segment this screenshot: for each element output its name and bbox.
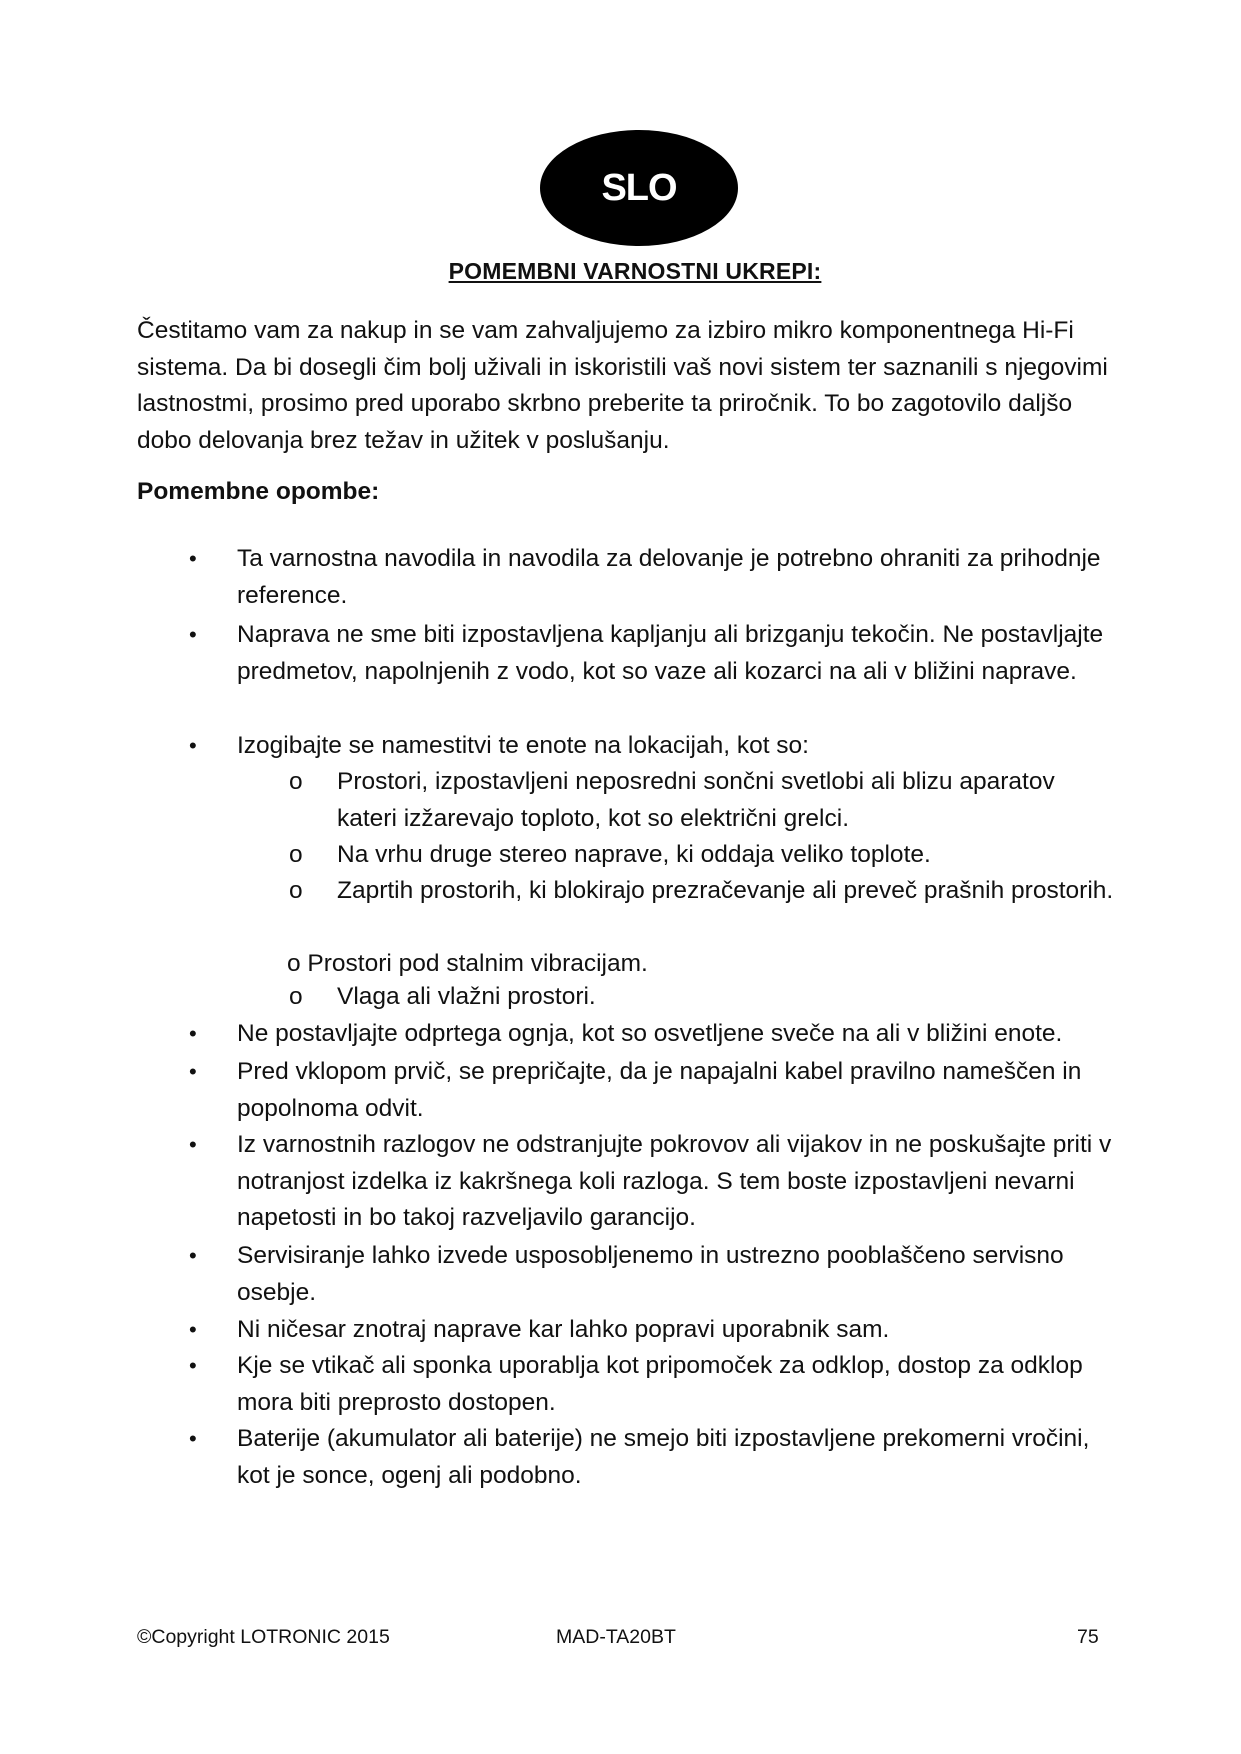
list-item xyxy=(189,1421,1117,1494)
list-item xyxy=(189,1127,1117,1237)
sub-list-item xyxy=(289,837,1117,874)
bullet-marker: • xyxy=(189,1132,197,1157)
list-item xyxy=(189,1238,1117,1311)
list-item-text: Baterije (akumulator ali baterije) ne smejo biti izpostavljene prekomerni vročini, kot je sonce, ogenj ali podobno. xyxy=(237,1425,1090,1489)
list-item-text: Naprava ne sme biti izpostavljena kapljanju ali brizganju tekočin. Ne postavljajte predmetov, napolnjenih z vodo, kot so vaze ali kozarci na ali v bližini naprave. xyxy=(237,621,1104,685)
list-item-text: Iz varnostnih razlogov ne odstranjujte pokrovov ali vijakov in ne poskušajte priti v notranjost izdelka iz kakršnega koli razloga. S tem boste izpostavljeni nevarni napetosti in bo takoj razveljavilo garancijo. xyxy=(237,1131,1112,1231)
sub-list-item xyxy=(287,946,1087,983)
notes-heading: Pomembne opombe: xyxy=(137,478,380,505)
sub-list-item-text: Prostori, izpostavljeni neposredni sončni svetlobi ali blizu aparatov kateri izžarevajo toploto, kot so električni grelci. xyxy=(337,768,1055,832)
list-item-text: Ne postavljajte odprtega ognja, kot so osvetljene sveče na ali v bližini enote. xyxy=(237,1020,1063,1047)
sub-marker: o xyxy=(289,768,303,795)
list-item-text: Ta varnostna navodila in navodila za delovanje je potrebno ohraniti za prihodnje reference. xyxy=(237,545,1101,609)
bullet-marker: • xyxy=(189,1059,197,1084)
list-item-text: Servisiranje lahko izvede usposobljenemo in ustrezno pooblaščeno servisno osebje. xyxy=(237,1242,1064,1306)
list-item-text: Pred vklopom prvič, se prepričajte, da je napajalni kabel pravilno nameščen in popolnoma odvit. xyxy=(237,1058,1082,1122)
list-item xyxy=(189,728,1117,765)
list-item-text: Ni ničesar znotraj naprave kar lahko popravi uporabnik sam. xyxy=(237,1316,890,1343)
list-item xyxy=(189,617,1117,690)
sub-list-item xyxy=(289,979,1117,1016)
sub-list-item xyxy=(289,764,1117,837)
bullet-marker: • xyxy=(189,1317,197,1342)
footer-copyright: ©Copyright LOTRONIC 2015 xyxy=(137,1626,390,1648)
footer-page-number: 75 xyxy=(1077,1626,1099,1648)
sub-marker: o xyxy=(289,983,303,1010)
list-item xyxy=(189,1348,1117,1421)
bullet-marker: • xyxy=(189,1021,197,1046)
bullet-marker: • xyxy=(189,1426,197,1451)
bullet-marker: • xyxy=(189,733,197,758)
sub-list-item xyxy=(289,873,1117,910)
list-item xyxy=(189,1312,1117,1349)
bullet-marker: • xyxy=(189,622,197,647)
list-item-text: Izogibajte se namestitvi te enote na lokacijah, kot so: xyxy=(237,732,809,759)
sub-marker: o xyxy=(289,841,303,868)
list-item-text: Kje se vtikač ali sponka uporablja kot pripomoček za odklop, dostop za odklop mora biti preprosto dostopen. xyxy=(237,1352,1083,1416)
sub-list-item-text: Vlaga ali vlažni prostori. xyxy=(337,983,596,1010)
list-item xyxy=(189,541,1117,614)
list-item xyxy=(189,1054,1117,1127)
bullet-marker: • xyxy=(189,546,197,571)
sub-list-item-text: Zaprtih prostorih, ki blokirajo prezračevanje ali preveč prašnih prostorih. xyxy=(337,877,1114,904)
language-badge: SLO xyxy=(540,130,738,246)
sub-marker: o xyxy=(289,877,303,904)
bullet-marker: • xyxy=(189,1353,197,1378)
page-title: POMEMBNI VARNOSTNI UKREPI: xyxy=(448,258,822,284)
sub-list-item-text: o Prostori pod stalnim vibracijam. xyxy=(287,950,648,977)
list-item xyxy=(189,1016,1117,1053)
footer-model: MAD-TA20BT xyxy=(556,1626,676,1648)
bullet-marker: • xyxy=(189,1243,197,1268)
sub-list-item-text: Na vrhu druge stereo naprave, ki oddaja veliko toplote. xyxy=(337,841,931,868)
intro-paragraph: Čestitamo vam za nakup in se vam zahvaljujemo za izbiro mikro komponentnega Hi-Fi sistema. Da bi dosegli čim bolj uživali in iskoristili vaš novi sistem ter saznanili s njegovimi lastnostmi, prosimo pred uporabo skrbno preberite ta priročnik. To bo zagotovilo daljšo dobo delovanja brez težav in užitek v poslušanju. xyxy=(137,317,1108,454)
